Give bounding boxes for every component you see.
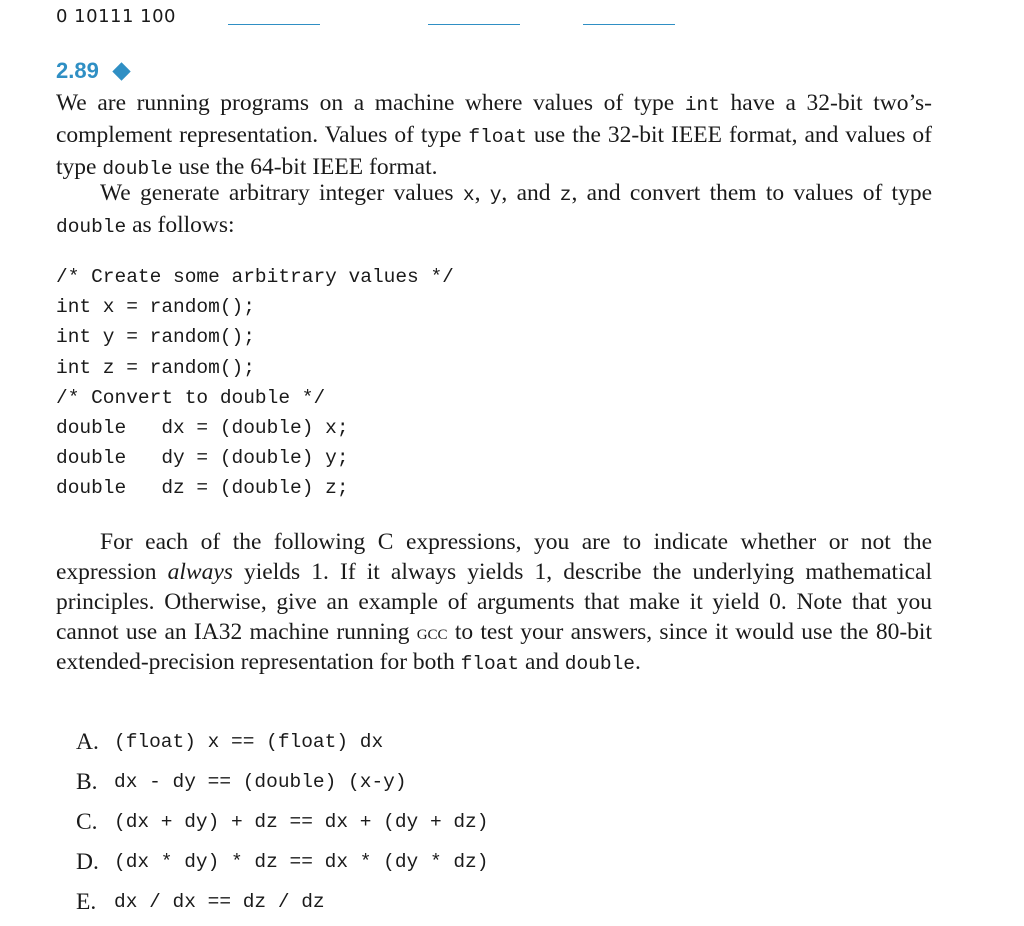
- code-line: int z = random();: [56, 356, 255, 379]
- expression-item: [76, 762, 488, 802]
- answer-blank-1: [228, 24, 320, 25]
- intro-text: have a 32-bit two’s-complement representation. Values of type: [56, 90, 932, 148]
- code-line: double dx = (double) x;: [56, 417, 349, 440]
- option-expression: dx - dy == (double) (x-y): [114, 771, 407, 793]
- intro-paragraph: [56, 88, 932, 184]
- option-expression: (dx + dy) + dz == dx + (dy + dz): [114, 811, 489, 833]
- code-line: /* Create some arbitrary values */: [56, 266, 454, 288]
- diamond-icon: [112, 62, 130, 80]
- question-paragraph: [56, 527, 932, 679]
- code-line: /* Convert to double */: [56, 386, 326, 409]
- answer-blank-2: [428, 24, 520, 25]
- generate-paragraph: [56, 178, 932, 242]
- option-letter: D.: [76, 848, 99, 875]
- question-text: and: [519, 649, 565, 675]
- problem-number: 2.89: [56, 58, 99, 83]
- intro-text: We are running programs on a machine where values of type: [56, 90, 685, 116]
- var-x: x: [462, 184, 475, 206]
- option-letter: E.: [76, 888, 97, 915]
- option-letter: B.: [76, 768, 98, 795]
- emphasis-always: always: [167, 559, 233, 585]
- question-text: yields 1. If it always yields 1, describe the underlying mathematical principles. Otherwise, give an example of arguments that make it yield 0. Note that you cannot use an IA32 machine running: [56, 559, 932, 645]
- option-expression: dx / dx == dz / dz: [114, 891, 325, 913]
- question-text: .: [635, 649, 641, 675]
- expression-list: [76, 722, 488, 922]
- generate-text: , and convert them to values of type: [571, 180, 933, 206]
- expression-item: [76, 842, 488, 882]
- answer-blank-3: [583, 24, 675, 25]
- type-double: double: [102, 158, 173, 180]
- type-float: float: [468, 126, 527, 148]
- type-double: double: [564, 653, 635, 675]
- code-line: int x = random();: [56, 296, 255, 319]
- intro-text: use the 64-bit IEEE format.: [172, 154, 438, 180]
- code-line: double dz = (double) z;: [56, 477, 349, 500]
- gcc-name: gcc: [416, 619, 448, 644]
- expression-item: [76, 802, 488, 842]
- expression-item: [76, 722, 488, 762]
- code-line: int y = random();: [56, 326, 255, 349]
- previous-table-row: [56, 6, 696, 32]
- code-block: [56, 262, 454, 504]
- question-text: to test your answers, since it would use the 80-bit extended-precision representation for both: [56, 619, 932, 675]
- option-letter: C.: [76, 808, 98, 835]
- generate-text: ,: [474, 180, 490, 206]
- generate-text: as follows:: [126, 212, 235, 238]
- intro-text: use the 32-bit IEEE format, and values of type: [56, 122, 932, 180]
- code-line: double dy = (double) y;: [56, 447, 349, 470]
- type-float: float: [460, 653, 520, 675]
- type-int: int: [684, 94, 720, 116]
- bit-pattern: 0 10111 100: [56, 6, 177, 27]
- type-double: double: [56, 216, 127, 238]
- var-y: y: [489, 184, 502, 206]
- option-expression: (float) x == (float) dx: [114, 731, 384, 753]
- generate-text: We generate arbitrary integer values: [100, 180, 463, 206]
- expression-item: [76, 882, 488, 922]
- question-text: For each of the following C expressions, you are to indicate whether or not the expression: [56, 529, 932, 585]
- option-expression: (dx * dy) * dz == dx * (dy * dz): [114, 851, 489, 873]
- var-z: z: [559, 184, 572, 206]
- generate-text: , and: [501, 180, 560, 206]
- option-letter: A.: [76, 728, 99, 755]
- problem-header: [56, 58, 128, 84]
